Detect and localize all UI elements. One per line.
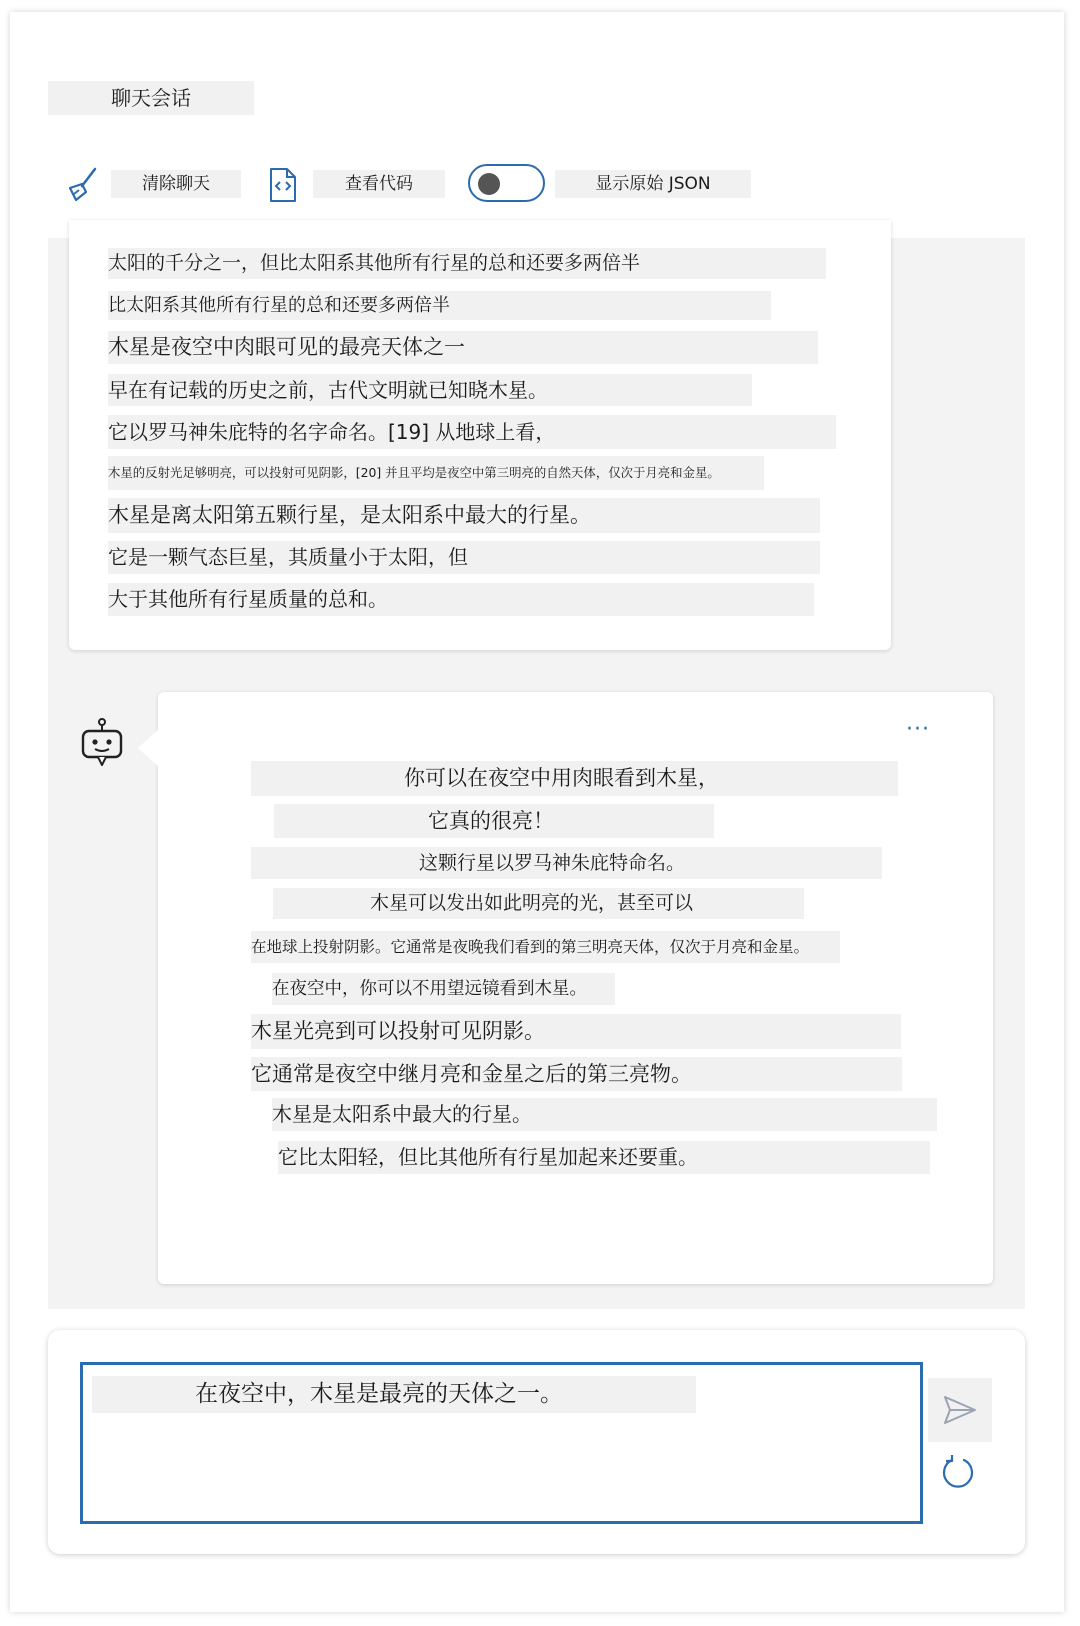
view-code-button[interactable]: 查看代码 [313,170,445,198]
clip-edge [69,228,891,238]
user-message-line: 它以罗马神朱庇特的名字命名。[19] 从地球上看， [108,415,836,449]
user-message-line: 比太阳系其他所有行星的总和还要多两倍半 [108,291,771,320]
bot-message-line: 在夜空中，你可以不用望远镜看到木星。 [272,973,615,1005]
user-message-line: 它是一颗气态巨星，其质量小于太阳，但 [108,541,820,574]
bot-message-line: 这颗行星以罗马神朱庇特命名。 [251,847,882,879]
bot-message-line: 木星可以发出如此明亮的光，甚至可以 [273,888,804,919]
user-message-line: 木星的反射光足够明亮，可以投射可见阴影，[20] 并且平均是夜空中第三明亮的自然天体，仅次于月亮和金星。 [108,456,764,490]
show-raw-json-label: 显示原始 JSON [555,170,751,198]
show-raw-json-toggle[interactable] [468,164,545,202]
user-message-line: 木星是离太阳第五颗行星，是太阳系中最大的行星。 [108,498,820,533]
bot-message-pointer [138,728,160,768]
bot-message-line: 木星是太阳系中最大的行星。 [272,1098,937,1131]
bot-message-line: 你可以在夜空中用肉眼看到木星， [251,761,898,796]
bot-message-line: 木星光亮到可以投射可见阴影。 [251,1014,901,1049]
bot-message-line: 它真的很亮！ [274,804,714,838]
bot-message-line: 它通常是夜空中继月亮和金星之后的第三亮物。 [251,1057,902,1091]
toggle-knob [478,173,500,195]
page-title: 聊天会话 [48,81,254,115]
message-input-value[interactable]: 在夜空中，木星是最亮的天体之一。 [92,1376,696,1413]
bot-message-line: 它比太阳轻，但比其他所有行星加起来还要重。 [278,1141,930,1174]
bot-message-line: 在地球上投射阴影。它通常是夜晚我们看到的第三明亮天体，仅次于月亮和金星。 [251,931,840,963]
more-options-button[interactable]: ··· [906,717,930,742]
refresh-icon[interactable] [940,1454,976,1490]
bot-icon [80,718,124,770]
send-button[interactable] [928,1378,992,1442]
user-message-line: 大于其他所有行星质量的总和。 [108,583,814,616]
send-icon[interactable] [942,1394,978,1426]
broom-icon[interactable] [64,166,100,202]
user-message-line: 木星是夜空中肉眼可见的最亮天体之一 [108,331,818,364]
clear-chat-button[interactable]: 清除聊天 [111,170,241,198]
user-message-line: 早在有记载的历史之前，古代文明就已知晓木星。 [108,374,752,406]
user-message-line: 太阳的千分之一，但比太阳系其他所有行星的总和还要多两倍半 [108,248,826,279]
code-file-icon[interactable] [268,167,298,203]
